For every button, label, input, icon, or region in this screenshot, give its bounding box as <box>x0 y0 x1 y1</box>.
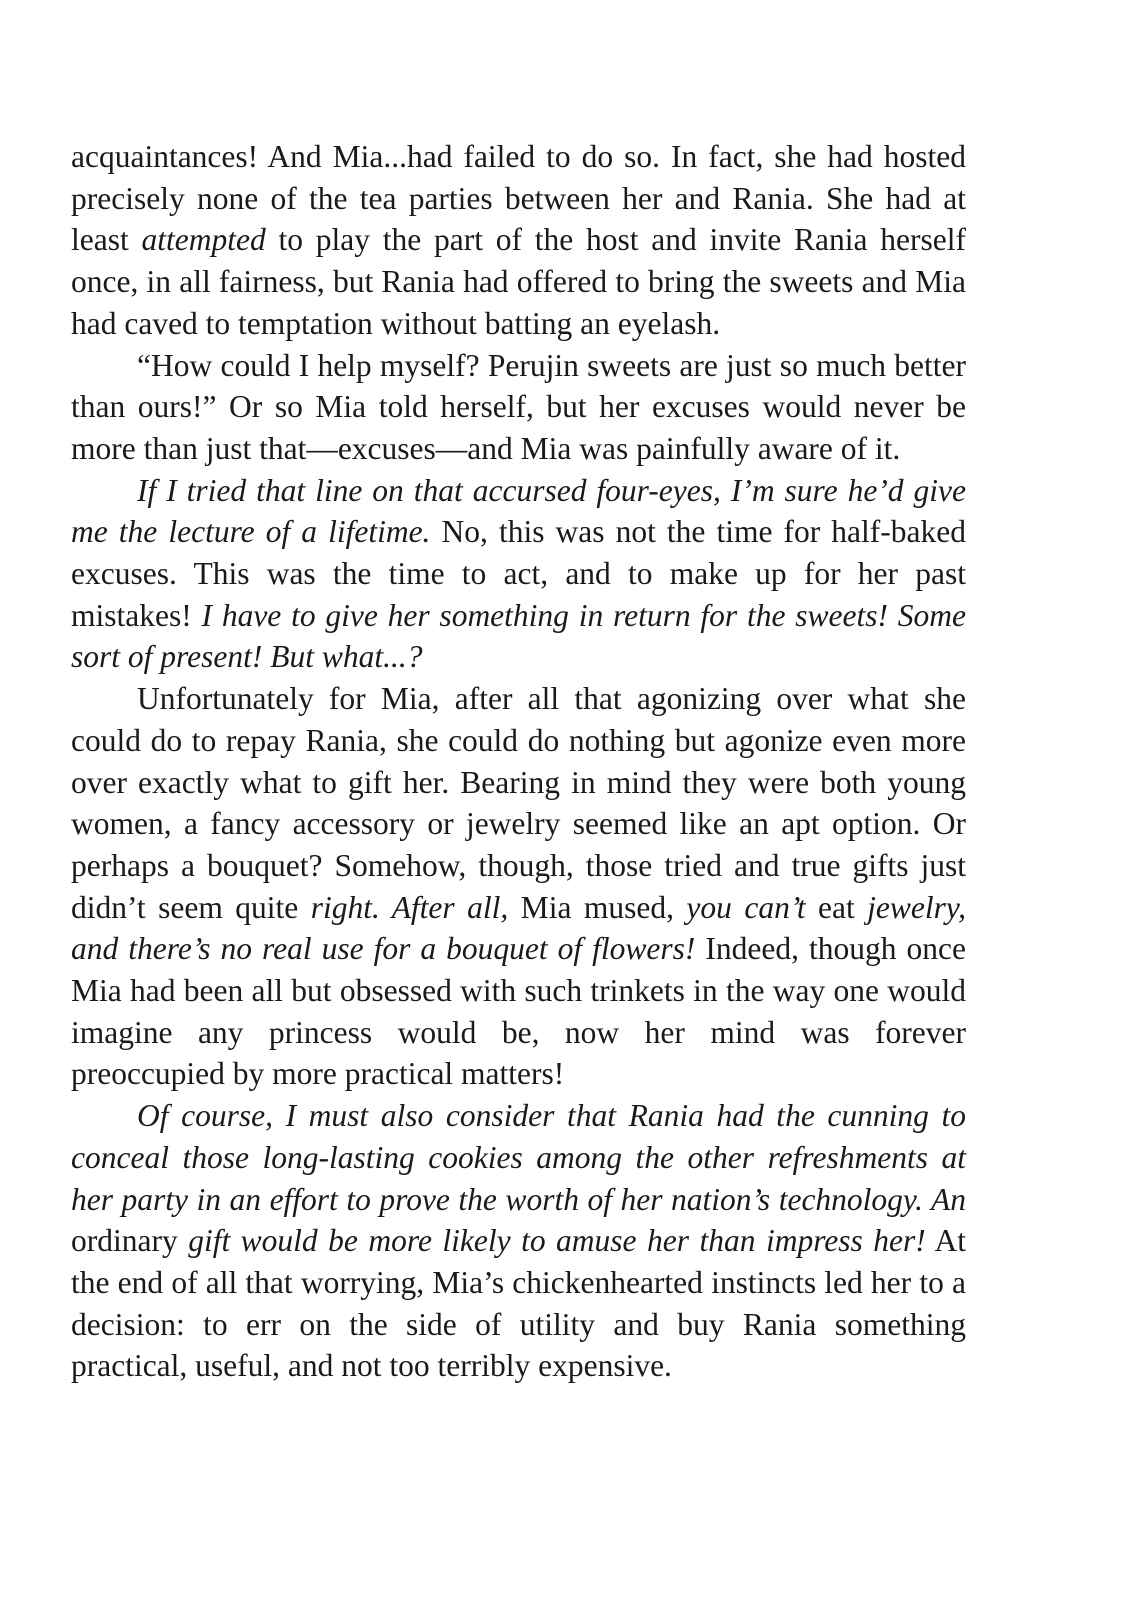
paragraph <box>71 136 966 345</box>
italic-run: Of course, I must also consider that Rania had the cunning to conceal those long-lasting cookies among the other refreshments at her party in an effort to prove the worth of her nation’s technology. An <box>71 1098 966 1217</box>
italic-run: jewelry, and there’s no real use for a bouquet of flowers! <box>71 889 967 967</box>
italic-run: right. After all, <box>310 889 509 925</box>
text-run: “How could I help myself? Perujin sweets are just so much better than ours!” Or so Mia told herself, but her excuses would never be more than just that—excuses—and Mia was painfully aware of it. <box>71 347 966 466</box>
paragraph <box>71 678 966 1095</box>
text-run: No, this was not the time for half-baked excuses. This was the time to act, and to make up for her past mistakes! <box>71 514 966 633</box>
paragraph <box>71 470 966 679</box>
text-run: At the end of all that worrying, Mia’s chickenhearted instincts led her to a decision: to err on the side of utility and buy Rania something practical, useful, and not too terribly expensive. <box>71 1223 966 1384</box>
italic-run: If I tried that line on that accursed four-eyes, I’m sure he’d give me the lecture of a lifetime. <box>71 472 966 550</box>
text-run: eat <box>805 889 868 925</box>
italic-run: I have to give her something in return for the sweets! Some sort of present! But what...? <box>71 597 966 675</box>
text-run: Indeed, though once Mia had been all but obsessed with such trinkets in the way one would imagine any princess would be, now her mind was forever preoccupied by more practical matters! <box>71 931 966 1092</box>
paragraph <box>71 1095 966 1387</box>
italic-run: attempted <box>141 222 266 258</box>
book-page-text <box>71 136 966 1387</box>
text-run: acquaintances! And Mia...had failed to do so. In fact, she had hosted precisely none of the tea parties between her and Rania. She had at least <box>71 139 966 258</box>
paragraph <box>71 345 966 470</box>
text-run: ordinary <box>71 1223 189 1259</box>
text-run: to play the part of the host and invite Rania herself once, in all fairness, but Rania had offered to bring the sweets and Mia had caved to temptation without batting an eyelash. <box>71 222 966 341</box>
italic-run: you can’t <box>686 889 806 925</box>
text-run: Mia mused, <box>508 889 687 925</box>
italic-run: gift would be more likely to amuse her than impress her! <box>188 1223 926 1259</box>
text-run: Unfortunately for Mia, after all that agonizing over what she could do to repay Rania, she could do nothing but agonize even more over exactly what to gift her. Bearing in mind they were both young women, a fancy accessory or jewelry seemed like an apt option. Or perhaps a bouquet? Somehow, though, those tried and true gifts just didn’t seem quite <box>71 681 966 925</box>
